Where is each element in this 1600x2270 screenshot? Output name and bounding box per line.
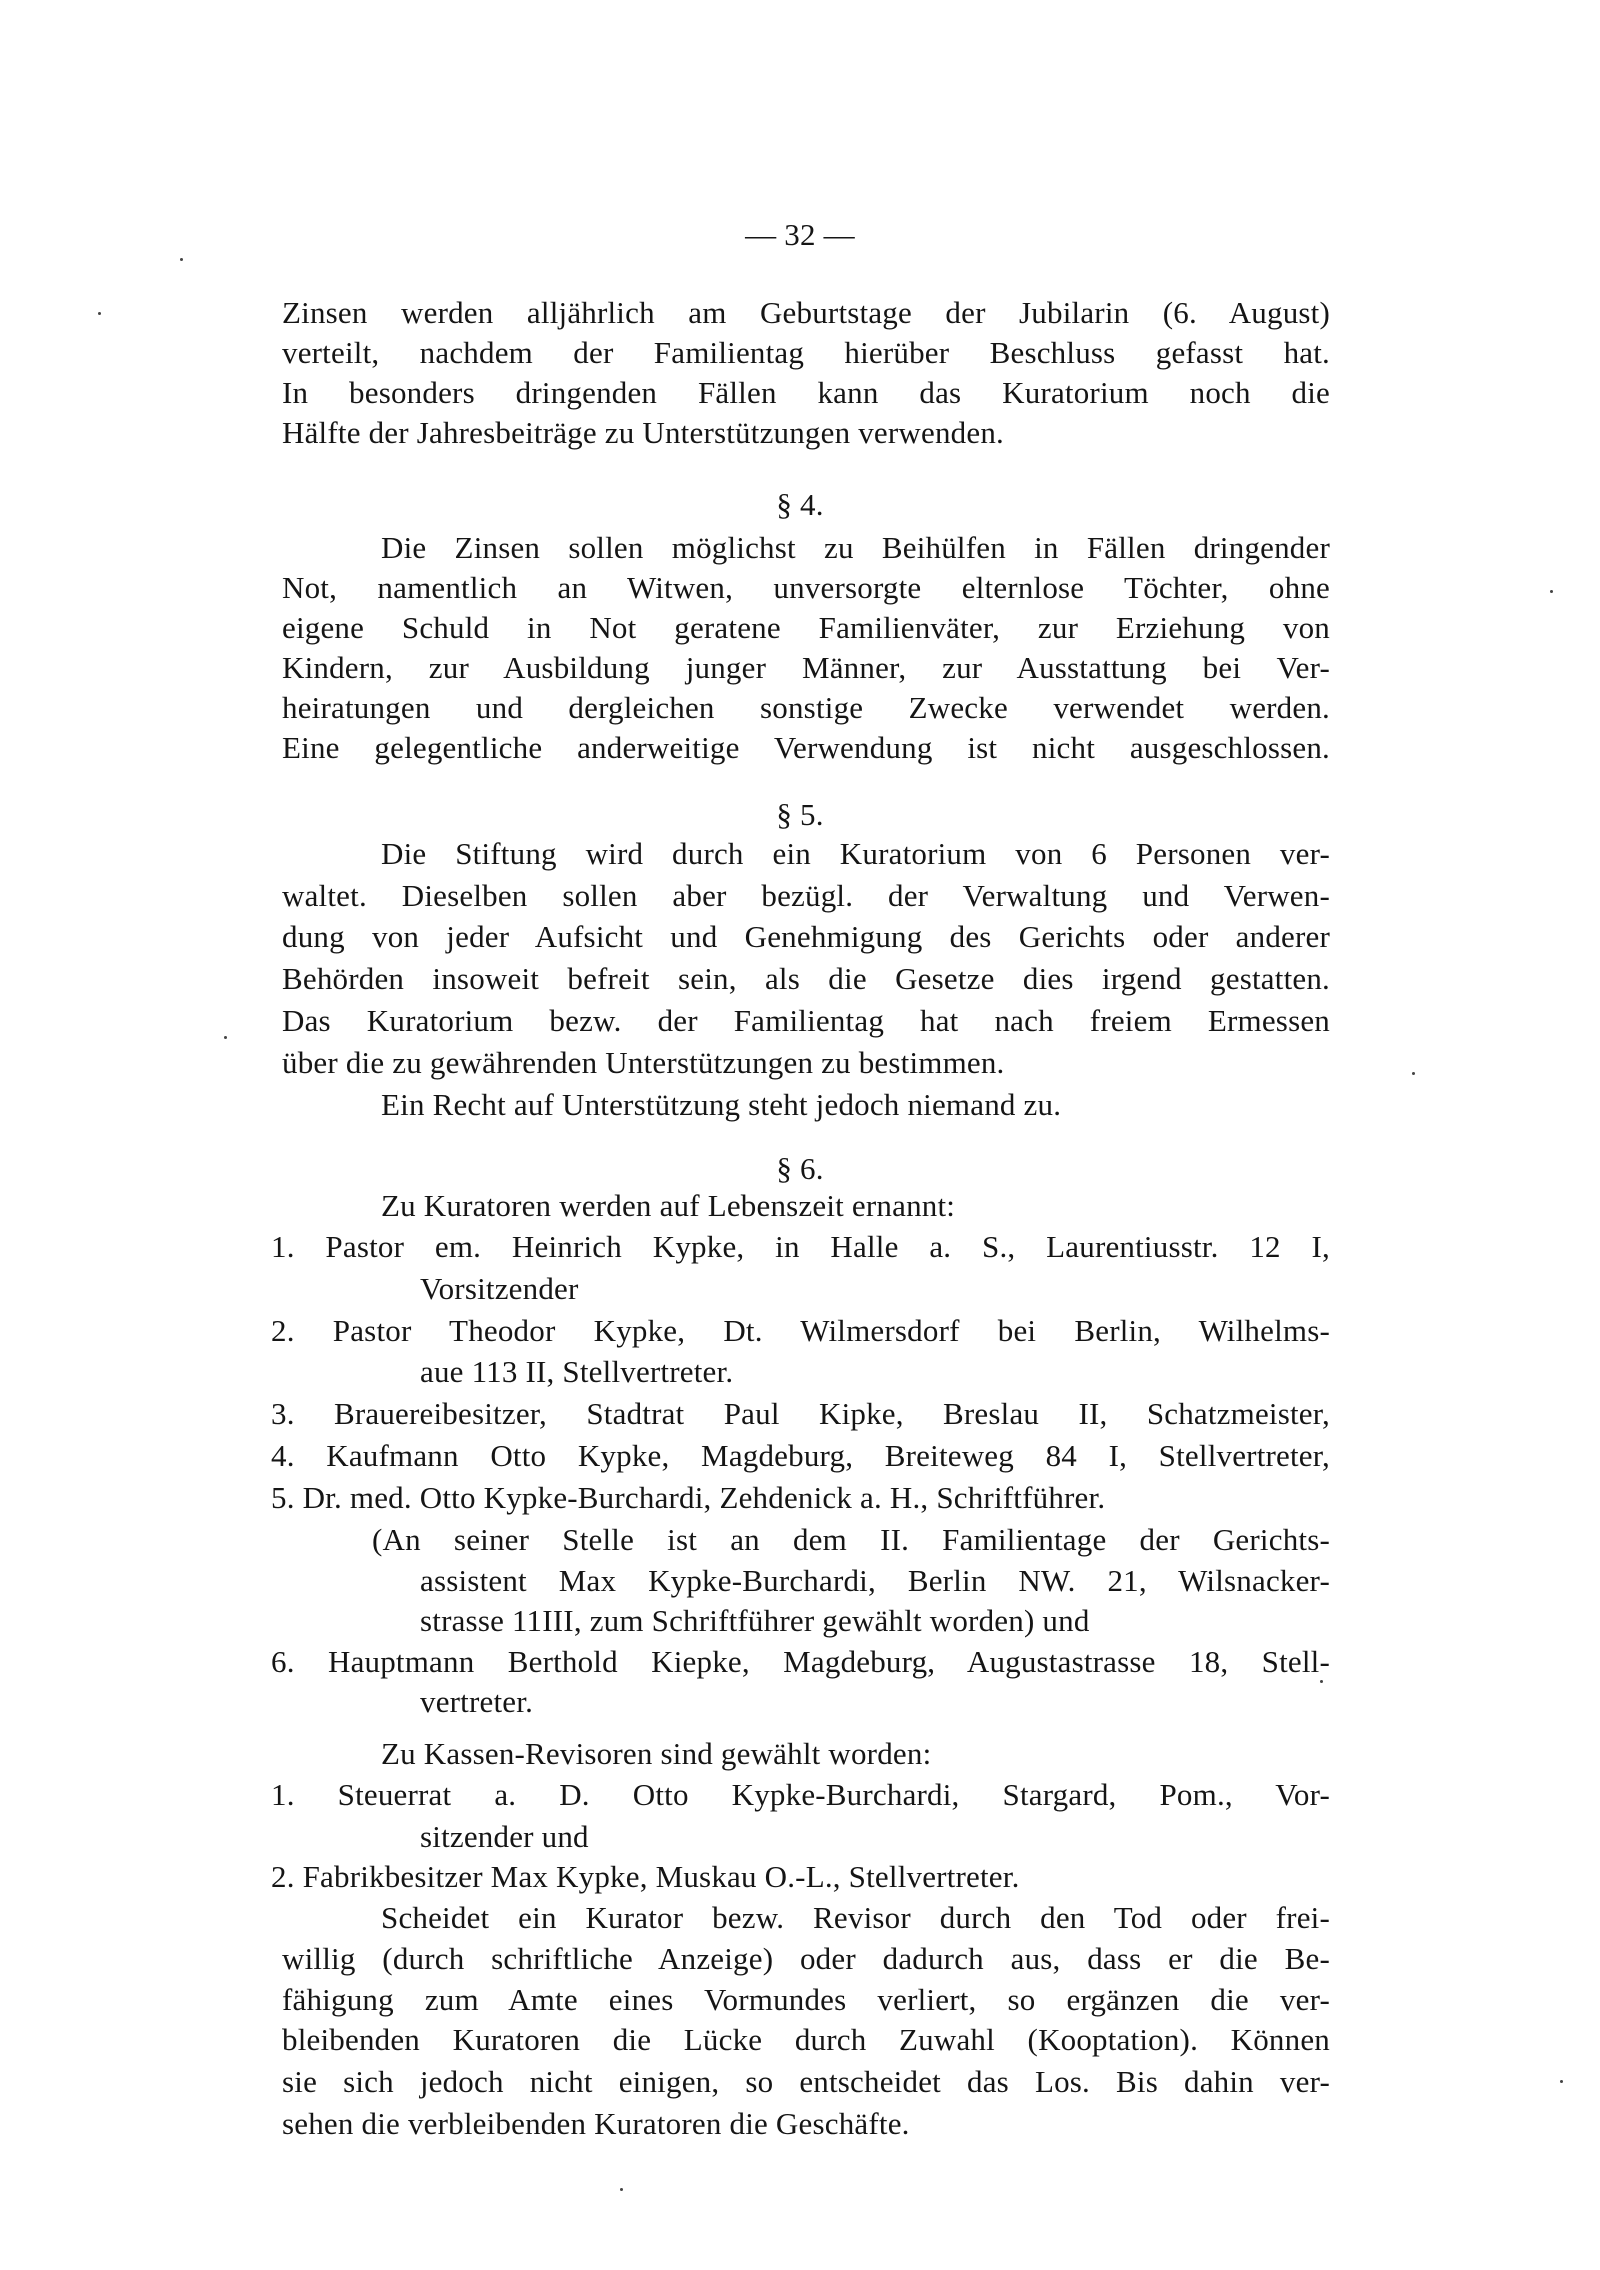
text-line: Not, namentlich an Witwen, unversorgte elternlose Töchter, ohne xyxy=(282,570,1330,605)
list-item: 3. Brauereibesitzer, Stadtrat Paul Kipke, Breslau II, Schatzmeister, xyxy=(271,1396,1330,1431)
list-item: 1. Pastor em. Heinrich Kypke, in Halle a. S., Laurentiusstr. 12 I, xyxy=(271,1229,1330,1264)
text-line: Behörden insoweit befreit sein, als die Gesetze dies irgend gestatten. xyxy=(282,961,1330,996)
text-line: Hälfte der Jahresbeiträge zu Unterstützungen verwenden. xyxy=(282,415,1004,450)
text-line: fähigung zum Amte eines Vormundes verliert, so ergänzen die ver- xyxy=(282,1982,1330,2017)
list-note: assistent Max Kypke-Burchardi, Berlin NW. 21, Wilsnacker- xyxy=(420,1563,1330,1598)
text-line: Ein Recht auf Unterstützung steht jedoch niemand zu. xyxy=(381,1087,1062,1122)
scan-speck xyxy=(1320,1680,1323,1683)
list-item: 2. Pastor Theodor Kypke, Dt. Wilmersdorf bei Berlin, Wilhelms- xyxy=(271,1313,1330,1348)
list-item-continuation: sitzender und xyxy=(420,1819,589,1854)
section-heading-6: § 6. xyxy=(776,1151,824,1186)
text-line: waltet. Dieselben sollen aber bezügl. der Verwaltung und Verwen- xyxy=(282,878,1330,913)
scan-speck xyxy=(1550,590,1553,593)
text-line: Die Zinsen sollen möglichst zu Beihülfen in Fällen dringender xyxy=(381,530,1330,565)
list-note: strasse 11III, zum Schriftführer gewählt worden) und xyxy=(420,1603,1090,1638)
list-item-continuation: aue 113 II, Stellvertreter. xyxy=(420,1354,734,1389)
text-line: bleibenden Kuratoren die Lücke durch Zuwahl (Kooptation). Können xyxy=(282,2022,1330,2057)
scan-speck xyxy=(620,2188,623,2191)
list-item: 5. Dr. med. Otto Kypke-Burchardi, Zehdenick a. H., Schriftführer. xyxy=(271,1480,1106,1515)
text-line: eigene Schuld in Not geratene Familienväter, zur Erziehung von xyxy=(282,610,1330,645)
list-item-continuation: vertreter. xyxy=(420,1684,534,1719)
text-line: sehen die verbleibenden Kuratoren die Geschäfte. xyxy=(282,2106,910,2141)
text-line: In besonders dringenden Fällen kann das Kuratorium noch die xyxy=(282,375,1330,410)
text-line: Eine gelegentliche anderweitige Verwendung ist nicht ausgeschlossen. xyxy=(282,730,1330,765)
text-line: verteilt, nachdem der Familientag hierüber Beschluss gefasst hat. xyxy=(282,335,1330,370)
text-line: Das Kuratorium bezw. der Familientag hat nach freiem Ermessen xyxy=(282,1003,1330,1038)
list-item: 1. Steuerrat a. D. Otto Kypke-Burchardi, Stargard, Pom., Vor- xyxy=(271,1777,1330,1812)
list-item: 4. Kaufmann Otto Kypke, Magdeburg, Breiteweg 84 I, Stellvertreter, xyxy=(271,1438,1330,1473)
text-line: Zu Kassen-Revisoren sind gewählt worden: xyxy=(381,1736,932,1771)
text-line: Die Stiftung wird durch ein Kuratorium von 6 Personen ver- xyxy=(381,836,1330,871)
scan-speck xyxy=(224,1036,227,1039)
list-item: 6. Hauptmann Berthold Kiepke, Magdeburg, Augustastrasse 18, Stell- xyxy=(271,1644,1330,1679)
list-item: 2. Fabrikbesitzer Max Kypke, Muskau O.-L., Stellvertreter. xyxy=(271,1859,1020,1894)
scan-speck xyxy=(98,312,101,315)
text-line: Zinsen werden alljährlich am Geburtstage der Jubilarin (6. August) xyxy=(282,295,1330,330)
text-line: über die zu gewährenden Unterstützungen zu bestimmen. xyxy=(282,1045,1005,1080)
scan-speck xyxy=(1412,1072,1415,1075)
text-line: heiratungen und dergleichen sonstige Zwecke verwendet werden. xyxy=(282,690,1330,725)
text-line: Scheidet ein Kurator bezw. Revisor durch den Tod oder frei- xyxy=(381,1900,1330,1935)
text-line: sie sich jedoch nicht einigen, so entscheidet das Los. Bis dahin ver- xyxy=(282,2064,1330,2099)
page-number: — 32 — xyxy=(745,217,855,252)
text-line: dung von jeder Aufsicht und Genehmigung des Gerichts oder anderer xyxy=(282,919,1330,954)
list-item-continuation: Vorsitzender xyxy=(420,1271,579,1306)
text-line: Kindern, zur Ausbildung junger Männer, zur Ausstattung bei Ver- xyxy=(282,650,1330,685)
list-note: (An seiner Stelle ist an dem II. Familientage der Gerichts- xyxy=(372,1522,1330,1557)
scan-speck xyxy=(180,258,183,261)
section-heading-5: § 5. xyxy=(776,797,824,832)
section-heading-4: § 4. xyxy=(776,487,824,522)
text-line: willig (durch schriftliche Anzeige) oder dadurch aus, dass er die Be- xyxy=(282,1941,1330,1976)
scan-speck xyxy=(1560,2080,1563,2083)
text-line: Zu Kuratoren werden auf Lebenszeit ernannt: xyxy=(381,1188,956,1223)
